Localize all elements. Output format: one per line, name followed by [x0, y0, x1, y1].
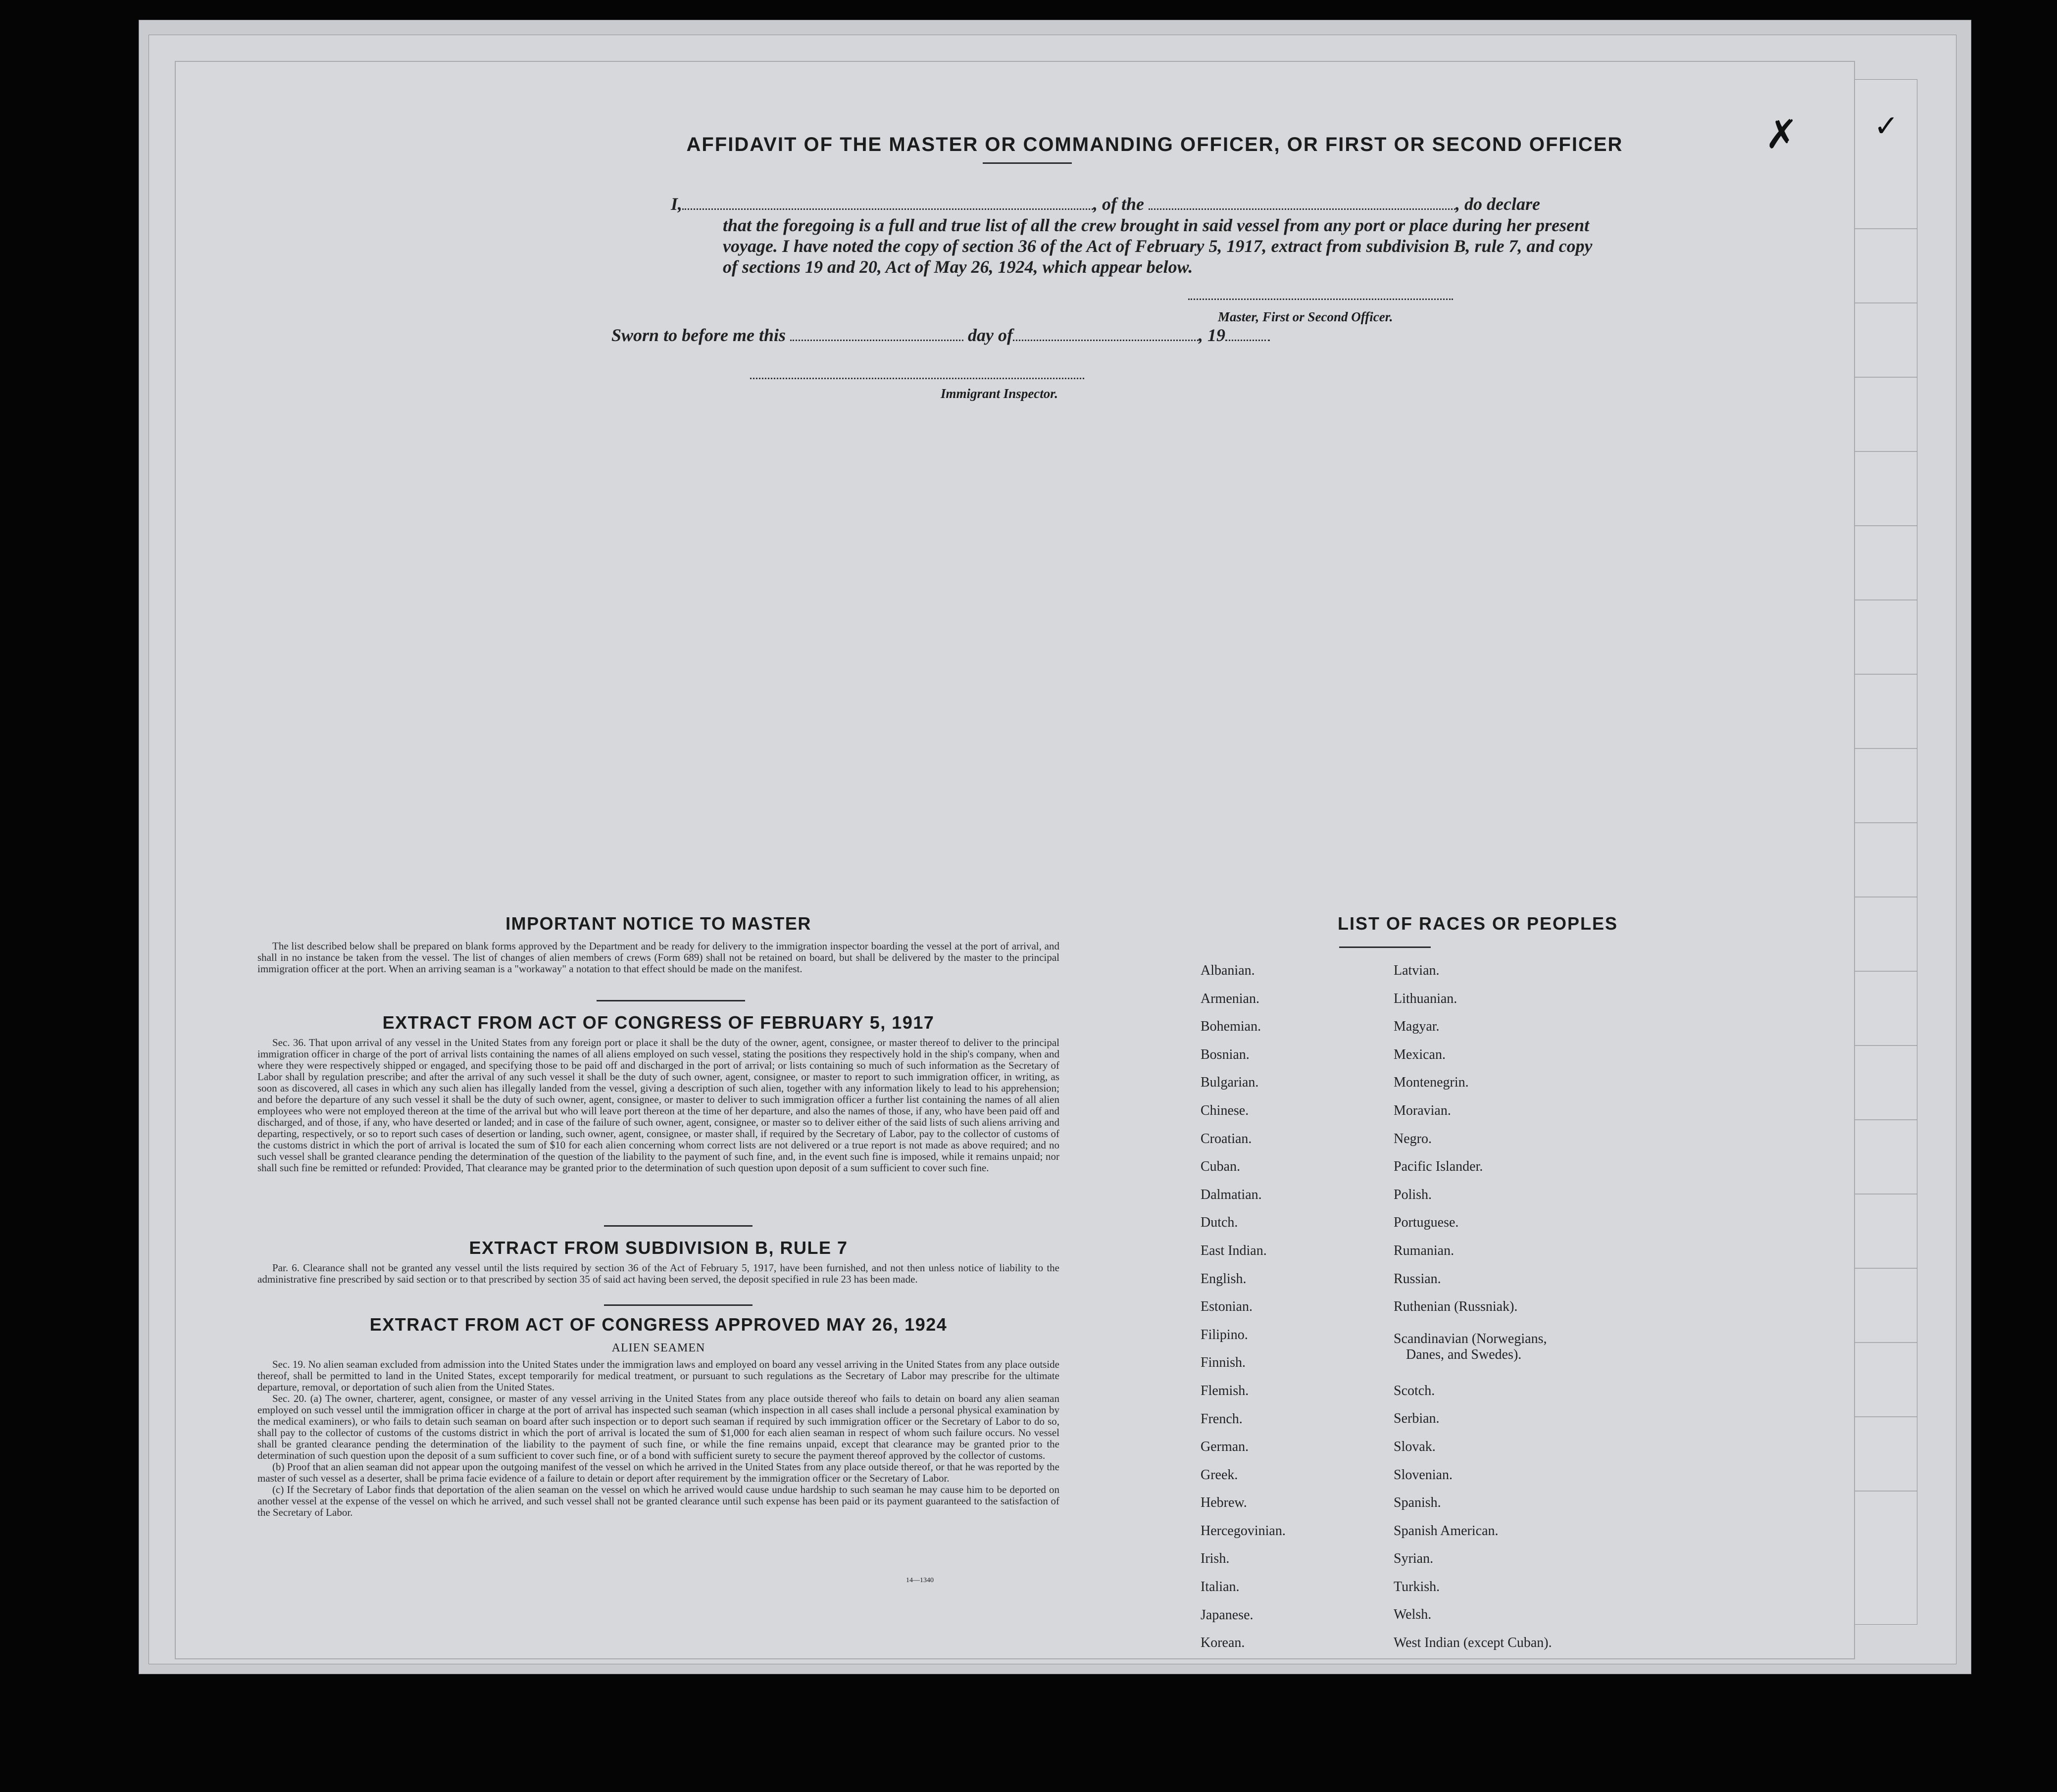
- race-item: Latvian.: [1394, 963, 1440, 978]
- races-right-column: [1394, 963, 1602, 1663]
- race-item: Bohemian.: [1201, 1019, 1261, 1035]
- sworn-year-blank: [1225, 330, 1270, 341]
- race-item: Spanish.: [1394, 1495, 1441, 1511]
- sec-36-paragraph: Sec. 36. That upon arrival of any vessel in the United States from any foreign port or place it shall be the duty of the owner, agent, consignee, or master thereof to deliver to the principal immigration officer in charge of the port of arrival lists containing the names of all aliens employed on such vessel, stating the positions they respectively hold in the ship's company, when and where they were respectively shipped or engaged, and specifying those to be paid off and discharged in the port of arrival; or lists containing so much of such information as the Secretary of Labor shall by regulation prescribe; and after the arrival of any such vessel it shall be the duty of such owner, agent, consignee, or master to report to such immigration officer, in writing, as soon as discovered, all cases in which any such alien has illegally landed from the vessel, giving a description of such alien, together with any information likely to lead to his apprehension; and before the departure of any such vessel it shall be the duty of such owner, agent, consignee, or master to deliver to such immigration officer a further list containing the names of all alien employees who were not employed thereon at the time of the arrival but who will leave port thereon at the time of her departure, and also the names of those, if any, who have been paid off and discharged, and of those, if any, who have deserted or landed; and in case of the failure of such owner, agent, consignee, or master so to deliver either of the said lists of such aliens arriving and departing, respectively, or so to report such cases of desertion or landing, such owner, agent, consignee, or master shall, if required by the Secretary of Labor, pay to the collector of customs of the customs district in which the port of arrival is located the sum of $10 for each alien concerning whom correct lists are not delivered or a true report is not made as above required; and no such vessel shall be granted clearance pending the determination of the question of the liability to the payment of such fine, and, in the event such fine is imposed, while it remains unpaid; nor shall such fine be remitted or refunded: Provided, That clearance may be granted prior to the determination of such question upon deposit of a sum sufficient to cover such fine.: [257, 1037, 1059, 1174]
- inspector-signature-line: [750, 378, 1084, 379]
- extract-1917-title: EXTRACT FROM ACT OF CONGRESS OF FEBRUARY 5, 1917: [382, 1012, 935, 1033]
- race-item: Japanese.: [1201, 1607, 1254, 1623]
- race-item: Albanian.: [1201, 963, 1255, 978]
- notice-title: IMPORTANT NOTICE TO MASTER: [505, 913, 811, 934]
- race-item: Welsh.: [1394, 1607, 1432, 1623]
- declaration-i: I,: [671, 194, 683, 214]
- races-left-column: [1201, 963, 1384, 1663]
- name-blank: [682, 199, 1093, 210]
- race-item: Spanish American.: [1394, 1523, 1499, 1539]
- race-item: Filipino.: [1201, 1327, 1248, 1343]
- sworn-month-blank: [1013, 330, 1199, 341]
- race-item: Dalmatian.: [1201, 1187, 1262, 1202]
- sec-20c-paragraph: (c) If the Secretary of Labor finds that deportation of the alien seaman on the vessel on which he arrived would cause undue hardship to such seaman he may cause him to be deported on another vessel at the expense of the vessel on which he arrived, and such vessel shall not be granted clearance until such expense has been paid or its payment guaranteed to the satisfaction of the Secretary of Labor.: [257, 1484, 1059, 1518]
- race-item: Serbian.: [1394, 1411, 1440, 1427]
- sworn-year: , 19: [1199, 325, 1226, 345]
- sworn-day-of: day of: [968, 325, 1013, 345]
- race-item: Bosnian.: [1201, 1046, 1250, 1062]
- race-item: Montenegrin.: [1394, 1075, 1469, 1091]
- notice-text: [257, 941, 1059, 975]
- race-item: Armenian.: [1201, 991, 1259, 1006]
- signature-label: Master, First or Second Officer.: [1218, 309, 1393, 324]
- sec-20a-paragraph: Sec. 20. (a) The owner, charterer, agent, consignee, or master of any vessel arriving in the United States from any place outside thereof who fails to detain on board any alien seaman employed on such vessel until the immigration officer in charge at the port of arrival has inspected such seaman (which inspection in all cases shall include a personal physical examination by the medical examiners), or who fails to detain such seaman on board after such inspection or to deport such seaman if required by such immigration officer or the Secretary of Labor to do so, shall pay to the collector of customs of the customs district in which the port of arrival is located the sum of $1,000 for each alien seaman in respect of whom such failure occurs. No vessel shall be granted clearance pending the determination of the liability to the payment of such fine, or while the fine remains unpaid, except that clearance may be granted prior to the determination of such question upon the deposit of a sum sufficient to cover such fine, or of a bond with sufficient surety to secure the payment thereof approved by the collector of customs.: [257, 1393, 1059, 1461]
- race-item: Moravian.: [1394, 1102, 1451, 1118]
- race-item: Scotch.: [1394, 1383, 1435, 1398]
- race-item: Finnish.: [1201, 1355, 1246, 1371]
- race-item: East Indian.: [1201, 1243, 1267, 1258]
- races-title-rule: [1339, 946, 1431, 948]
- race-item: Korean.: [1201, 1635, 1245, 1651]
- declaration-line-1: [611, 193, 1666, 215]
- declaration-do-declare: , do declare: [1455, 194, 1540, 214]
- race-item: Scandinavian (Norwegians,: [1394, 1331, 1547, 1346]
- race-item: Cuban.: [1201, 1159, 1241, 1175]
- sworn-day-blank: [790, 330, 963, 341]
- race-item: Italian.: [1201, 1579, 1240, 1595]
- par-6-paragraph: Par. 6. Clearance shall not be granted any vessel until the lists required by section 36 of the Act of February 5, 1917, have been furnished, and not then unless notice of liability to the administrative fine prescribed by said section or to that prescribed by section 35 of said act having been served, the deposit specified in rule 23 has been made.: [257, 1262, 1059, 1285]
- sworn-prefix: Sworn to before me this: [611, 325, 786, 345]
- sec-19-paragraph: Sec. 19. No alien seaman excluded from admission into the United States under the immigration laws and employed on board any vessel arriving in the United States from any place outside thereof, shall be permitted to land in the United States, except temporarily for medical treatment, or pursuant to such regulations as the Secretary of Labor may prescribe for the ultimate departure, removal, or deportation of such alien from the United States.: [257, 1358, 1059, 1393]
- race-item: Irish.: [1201, 1551, 1230, 1567]
- handwritten-check-mark: ✗: [1765, 111, 1799, 157]
- affidavit-title: AFFIDAVIT OF THE MASTER OR COMMANDING OFFICER, OR FIRST OR SECOND OFFICER: [686, 134, 1623, 155]
- sworn-line: [611, 324, 1270, 347]
- race-item: Russian.: [1394, 1271, 1441, 1287]
- race-item: Rumanian.: [1394, 1243, 1455, 1258]
- race-item: Polish.: [1394, 1187, 1432, 1202]
- race-item: Syrian.: [1394, 1551, 1434, 1567]
- race-item: Pacific Islander.: [1394, 1159, 1483, 1175]
- race-item: Portuguese.: [1394, 1215, 1459, 1231]
- section-rule: [597, 1000, 745, 1001]
- declaration-line-2: that the foregoing is a full and true list of all the crew brought in said vessel from any port or place during her present: [723, 215, 1590, 235]
- race-item: Bulgarian.: [1201, 1075, 1259, 1091]
- race-item: Mexican.: [1394, 1046, 1446, 1062]
- race-item: Turkish.: [1394, 1579, 1440, 1594]
- race-item: Slovenian.: [1394, 1467, 1453, 1483]
- rule7-text: [257, 1262, 1059, 1285]
- race-item: Lithuanian.: [1394, 991, 1457, 1006]
- races-title: LIST OF RACES OR PEOPLES: [1337, 913, 1618, 934]
- declaration-line-3: voyage. I have noted the copy of section 36 of the Act of February 5, 1917, extract from subdivision B, rule 7, and copy: [723, 236, 1593, 256]
- form-page: [176, 62, 1899, 1658]
- race-item: English.: [1201, 1271, 1247, 1287]
- race-item: German.: [1201, 1439, 1249, 1455]
- race-item: French.: [1201, 1411, 1243, 1427]
- race-item: Greek.: [1201, 1467, 1238, 1483]
- notice-paragraph: The list described below shall be prepared on blank forms approved by the Department and be ready for delivery to the immigration inspector boarding the vessel at the port of arrival, and shall in no instance be taken from the vessel. The list of changes of alien members of crews (Form 689) shall not be retained on board, but shall be delivered by the master to the principal immigration officer at the port. When an arriving seaman is a "workaway" a notation to that effect should be made on the manifest.: [257, 940, 1059, 975]
- race-item: West Indian (except Cuban).: [1394, 1635, 1552, 1651]
- vessel-blank: [1149, 199, 1455, 210]
- title-rule: [983, 162, 1072, 164]
- race-item: Danes, and Swedes).: [1406, 1346, 1522, 1362]
- race-item: Magyar.: [1394, 1019, 1440, 1035]
- race-item: Dutch.: [1201, 1215, 1238, 1231]
- race-item: Ruthenian (Russniak).: [1394, 1299, 1518, 1315]
- declaration-of-the: , of the: [1093, 194, 1145, 214]
- declaration-line-4: of sections 19 and 20, Act of May 26, 1924, which appear below.: [723, 257, 1193, 277]
- sec-20b-paragraph: (b) Proof that an alien seaman did not appear upon the outgoing manifest of the vessel on which he arrived in the United States from any place outside thereof, or that he was reported by the master of such vessel as a deserter, shall be prima facie evidence of a failure to detain or deport after requirement by the immigration officer or the Secretary of Labor.: [257, 1461, 1059, 1484]
- race-item: Estonian.: [1201, 1299, 1253, 1315]
- extract-1924-text: [257, 1359, 1059, 1518]
- race-item: Croatian.: [1201, 1131, 1252, 1146]
- race-item: Flemish.: [1201, 1383, 1249, 1398]
- handwritten-tick-mark: ✓: [1874, 109, 1899, 144]
- section-rule: [604, 1225, 753, 1227]
- inspector-label: Immigrant Inspector.: [941, 386, 1058, 401]
- section-rule: [604, 1304, 753, 1306]
- race-item: Hercegovinian.: [1201, 1523, 1286, 1539]
- extract-1924-title: EXTRACT FROM ACT OF CONGRESS APPROVED MAY 26, 1924: [369, 1314, 948, 1335]
- race-item: Hebrew.: [1201, 1495, 1247, 1511]
- race-item: Slovak.: [1394, 1439, 1436, 1454]
- form-number: 14—1340: [906, 1577, 934, 1584]
- rule7-title: EXTRACT FROM SUBDIVISION B, RULE 7: [469, 1238, 848, 1258]
- signature-line: [1188, 299, 1453, 300]
- race-item: Chinese.: [1201, 1102, 1249, 1118]
- extract-1917-text: [257, 1037, 1059, 1174]
- race-item: Negro.: [1394, 1131, 1432, 1146]
- alien-seamen-subtitle: ALIEN SEAMEN: [611, 1342, 705, 1354]
